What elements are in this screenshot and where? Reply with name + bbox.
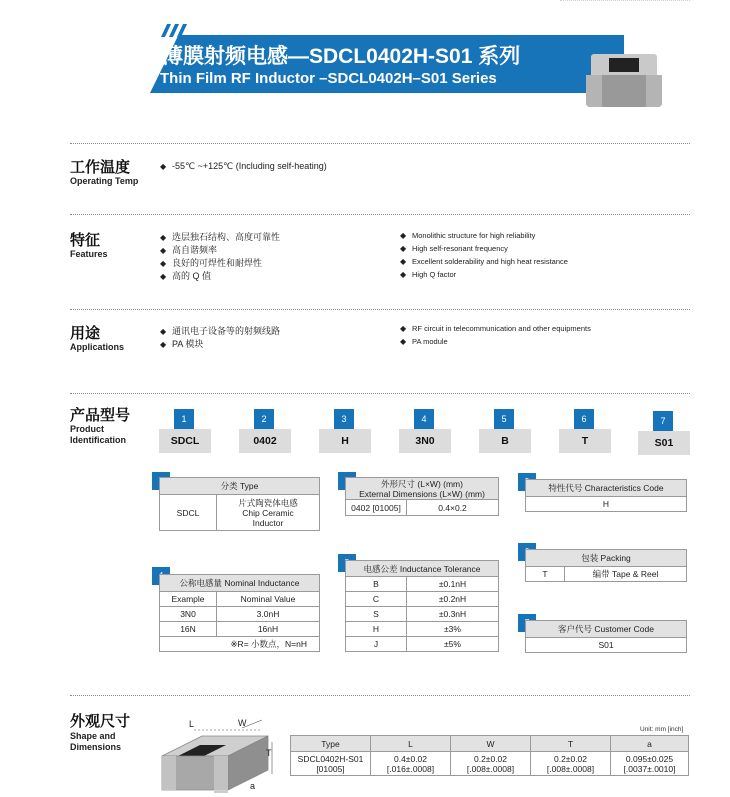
table-cell: [01005]	[316, 763, 345, 774]
section-divider	[70, 695, 690, 696]
product-code-segment: 7 S01	[638, 411, 690, 455]
table-cell: Nominal Value	[217, 592, 320, 607]
table-header: 电感公差 Inductance Tolerance	[346, 561, 499, 577]
table-cell: 16N	[160, 622, 217, 637]
table-header: a	[611, 736, 689, 752]
table-cell: 0.4±0.02	[393, 753, 428, 764]
table-cell: ±0.3nH	[407, 607, 499, 622]
product-id-label-en-1: Product	[70, 424, 105, 434]
table-header: 客户代号 Customer Code	[526, 621, 687, 638]
table-cell: [.0037±.0010]	[623, 763, 676, 774]
table-cell: C	[346, 592, 407, 607]
list-item: ◆ PA 模块	[160, 339, 204, 349]
product-code-segment: 5 B	[479, 409, 531, 453]
table-cell: 3.0nH	[217, 607, 320, 622]
section-divider	[70, 393, 690, 394]
table-cell: H	[346, 622, 407, 637]
table-header: L	[371, 736, 451, 752]
features-label-en: Features	[70, 249, 108, 259]
product-code-segment: 1 SDCL	[159, 409, 211, 453]
product-code-segment: 2 0402	[239, 409, 291, 453]
chip-dimension-drawing	[150, 716, 280, 797]
table-cell: Chip Ceramic	[242, 507, 294, 518]
chip-illustration-body	[586, 75, 662, 107]
product-id-label-en-2: Identification	[70, 435, 126, 445]
dimension-label-T: T	[266, 748, 272, 758]
table-cell: ±0.2nH	[407, 592, 499, 607]
table-cell: 0.2±0.02	[473, 753, 508, 764]
inductance-table	[159, 574, 320, 652]
applications-label-en: Applications	[70, 342, 125, 352]
page-title-en: Thin Film RF Inductor –SDCL0402H–S01 Series	[160, 70, 497, 87]
table-cell: ±0.1nH	[407, 577, 499, 592]
table-cell: J	[346, 637, 407, 652]
table-cell: [.008±.0008]	[546, 763, 595, 774]
table-header: 外形尺寸 (L×W) (mm)	[381, 478, 463, 489]
characteristics-table	[525, 479, 687, 512]
list-item: ◆ 良好的可焊性和耐焊性	[160, 258, 263, 268]
list-item: ◆ 选层独石结构、高度可靠性	[160, 232, 281, 242]
section-divider	[70, 143, 690, 144]
applications-label-cn: 用途	[70, 325, 101, 342]
product-code-segment: 6 T	[559, 409, 611, 453]
table-header: T	[531, 736, 611, 752]
table-header: W	[451, 736, 531, 752]
table-cell: B	[346, 577, 407, 592]
section-divider	[70, 309, 690, 310]
packing-table	[525, 549, 687, 582]
table-cell: H	[526, 497, 687, 512]
product-id-label-cn: 产品型号	[70, 407, 131, 424]
shape-label-cn: 外观尺寸	[70, 713, 131, 730]
dimension-label-L: L	[189, 719, 195, 729]
table-cell: S	[346, 607, 407, 622]
table-header: 分类 Type	[160, 478, 320, 495]
operating-temp-label-en: Operating Temp	[70, 176, 139, 186]
list-item: ◆ High self-resonant frequency	[400, 244, 508, 253]
product-code-segment: 4 3N0	[399, 409, 451, 453]
table-header: Type	[291, 736, 371, 752]
list-item: ◆ Excellent solderability and high heat resistance	[400, 257, 568, 266]
shape-label-en-1: Shape and	[70, 731, 116, 741]
table-cell: 片式陶瓷体电感	[238, 497, 298, 508]
table-header: 公称电感量 Nominal Inductance	[160, 575, 320, 592]
table-cell: 16nH	[217, 622, 320, 637]
table-cell: 3N0	[160, 607, 217, 622]
operating-temp-label-cn: 工作温度	[70, 159, 131, 176]
customer-code-table	[525, 620, 687, 653]
table-header: 特性代号 Characteristics Code	[526, 480, 687, 497]
table-cell: [.008±.0008]	[466, 763, 515, 774]
table-cell: SDCL	[160, 495, 217, 531]
page-title-cn: 薄膜射频电感—SDCL0402H-S01 系列	[162, 45, 521, 68]
list-item: ◆ -55℃ ~+125℃ (Including self-heating)	[160, 161, 327, 171]
section-divider	[70, 214, 690, 215]
table-cell: [.016±.0008]	[386, 763, 435, 774]
list-item: ◆ 通讯电子设备等的射频线路	[160, 326, 281, 336]
list-item: ◆ PA module	[400, 337, 448, 346]
shape-label-en-2: Dimensions	[70, 742, 122, 752]
list-item: ◆ 高的 Q 值	[160, 271, 212, 281]
table-cell: ±3%	[407, 622, 499, 637]
table-cell: 编带 Tape & Reel	[565, 567, 687, 582]
dimension-label-W: W	[238, 718, 247, 728]
table-note: ※R= 小数点，N=nH	[160, 637, 320, 652]
list-item: ◆ High Q factor	[400, 270, 457, 279]
product-code-segment: 3 H	[319, 409, 371, 453]
table-cell: T	[526, 567, 565, 582]
table-header: External Dimensions (L×W) (mm)	[359, 488, 485, 499]
list-item: ◆ RF circuit in telecommunication and other equipments	[400, 324, 591, 333]
dimensions-table	[345, 477, 499, 516]
table-cell: 0402 [01005]	[346, 500, 407, 516]
dimensions-spec-table	[290, 735, 689, 776]
table-cell: Example	[160, 592, 217, 607]
table-cell: 0.2±0.02	[553, 753, 588, 764]
tolerance-table	[345, 560, 499, 652]
unit-note: Unit: mm [inch]	[640, 726, 684, 733]
top-rule	[560, 0, 690, 3]
table-cell: 0.095±0.025	[625, 753, 674, 764]
table-cell: 0.4×0.2	[407, 500, 499, 516]
features-label-cn: 特征	[70, 232, 101, 249]
type-table	[159, 477, 320, 531]
dimension-label-a: a	[250, 781, 256, 791]
table-cell: Inductor	[252, 517, 284, 528]
table-cell: ±5%	[407, 637, 499, 652]
table-header: 包装 Packing	[526, 550, 687, 567]
table-cell: S01	[526, 638, 687, 653]
table-cell: SDCL0402H-S01	[297, 753, 364, 764]
list-item: ◆ Monolithic structure for high reliability	[400, 231, 536, 240]
list-item: ◆ 高自谐频率	[160, 245, 218, 255]
